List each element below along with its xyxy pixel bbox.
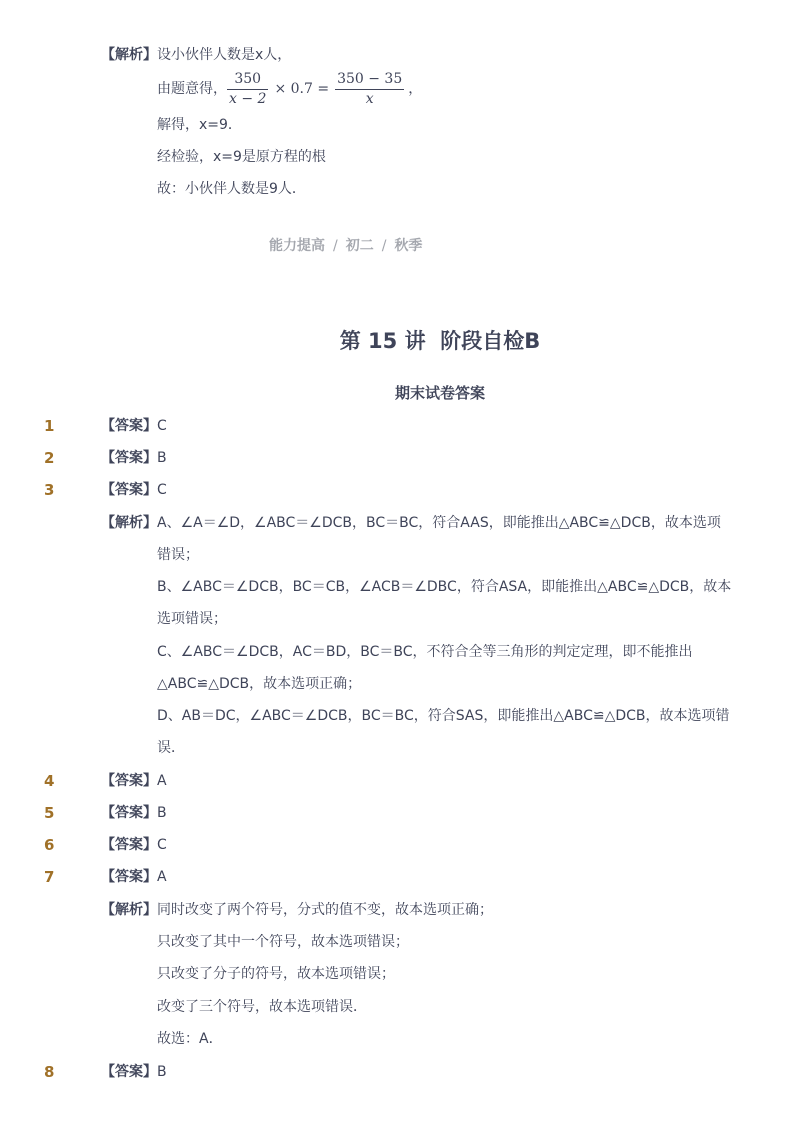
breadcrumb-item: 秋季: [394, 238, 423, 254]
answer-value: A: [157, 869, 167, 885]
answer-tag: 【答案】: [101, 805, 157, 821]
breadcrumb-item: 初二: [345, 238, 374, 254]
question-number: 1: [44, 417, 55, 435]
fraction-denominator: x − 2: [229, 90, 267, 107]
analysis-line: B、∠ABC＝∠DCB，BC＝CB，∠ACB＝∠DBC，符合ASA，即能推出△ABC≌△DCB，故本: [157, 579, 732, 595]
analysis-line: 错误；: [157, 547, 199, 563]
answer-value: C: [157, 482, 167, 498]
question-number: 3: [44, 481, 55, 499]
analysis-line: D、AB＝DC，∠ABC＝∠DCB，BC＝BC，符合SAS，即能推出△ABC≌△DCB，故本选项错: [157, 708, 730, 724]
fraction-denominator: x: [365, 90, 374, 107]
breadcrumb-separator: /: [381, 238, 387, 254]
answer-value: B: [157, 805, 167, 821]
analysis-tag: 【解析】: [101, 902, 157, 918]
section-title: 期末试卷答案: [394, 384, 485, 402]
answer-tag: 【答案】: [101, 869, 157, 885]
answer-tag: 【答案】: [101, 773, 157, 789]
equation-line: [157, 68, 422, 110]
analysis-line: △ABC≌△DCB，故本选项正确；: [157, 676, 362, 692]
answer-tag: 【答案】: [101, 418, 157, 434]
analysis-tag: 【解析】: [101, 515, 157, 531]
solution-line: 故：小伙伴人数是9人．: [157, 181, 306, 197]
answer-tag: 【答案】: [101, 450, 157, 466]
answer-tag: 【答案】: [101, 837, 157, 853]
answer-value: C: [157, 418, 167, 434]
equation-suffix: ，: [408, 81, 423, 97]
breadcrumb-separator: /: [333, 238, 338, 254]
answer-value: A: [157, 773, 167, 789]
fraction: [335, 70, 404, 109]
question-number: 7: [44, 868, 55, 886]
answer-tag: 【答案】: [101, 1064, 157, 1080]
solution-line: 经检验，x=9是原方程的根: [157, 149, 326, 165]
fraction: [227, 70, 268, 109]
analysis-line: 故选：A．: [157, 1031, 223, 1047]
question-number: 4: [44, 772, 55, 790]
answer-value: B: [157, 450, 167, 466]
analysis-line: C、∠ABC＝∠DCB，AC＝BD，BC＝BC，不符合全等三角形的判定定理，即不能推出: [157, 644, 693, 660]
lecture-title: 第 15 讲 阶段自检B: [339, 329, 541, 353]
question-number: 2: [44, 449, 55, 467]
fraction-numerator: 350 − 35: [335, 70, 404, 90]
analysis-line: 改变了三个符号，故本选项错误．: [157, 999, 367, 1015]
answer-value: C: [157, 837, 167, 853]
fraction-numerator: 350: [227, 70, 268, 90]
question-number: 8: [44, 1063, 55, 1081]
equation-prefix: 由题意得，: [157, 81, 227, 97]
solution-line: 解得，x=9．: [157, 117, 242, 133]
answer-value: B: [157, 1064, 167, 1080]
analysis-line: A、∠A＝∠D，∠ABC＝∠DCB，BC＝BC，符合AAS，即能推出△ABC≌△DCB，故本选项: [157, 515, 721, 531]
analysis-line: 选项错误；: [157, 611, 227, 627]
analysis-line: 同时改变了两个符号，分式的值不变，故本选项正确；: [157, 902, 493, 918]
breadcrumb: [269, 236, 422, 256]
equation-operator: × 0.7 =: [274, 81, 330, 97]
question-number: 6: [44, 836, 55, 854]
solution-line: 设小伙伴人数是x人，: [157, 47, 292, 63]
analysis-line: 只改变了其中一个符号，故本选项错误；: [157, 934, 409, 950]
analysis-line: 误．: [157, 740, 185, 756]
question-number: 5: [44, 804, 55, 822]
answer-tag: 【答案】: [101, 482, 157, 498]
analysis-tag: 【解析】: [101, 47, 157, 63]
analysis-line: 只改变了分子的符号，故本选项错误；: [157, 966, 395, 982]
breadcrumb-item: 能力提高: [269, 238, 325, 254]
